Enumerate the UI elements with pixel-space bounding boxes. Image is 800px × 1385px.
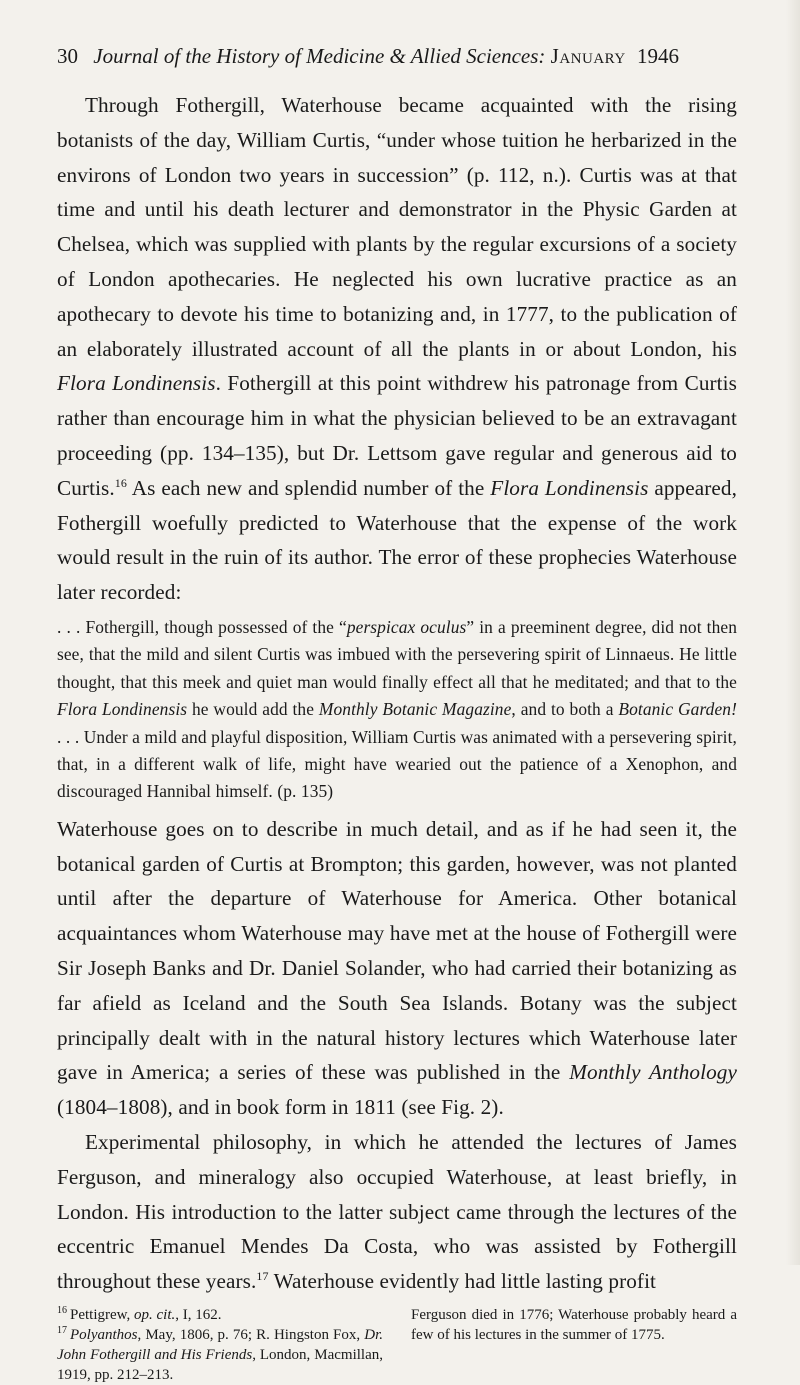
journal-page: [57, 42, 737, 1385]
paragraph-experimental-philosophy: [57, 1125, 737, 1299]
italic-phrase: perspicax oculus: [346, 616, 467, 637]
text-run: , May, 1806, p. 76; R. Hingston Fox,: [137, 1326, 365, 1343]
text-run: . . . Fothergill, though possessed of the “: [57, 616, 347, 637]
text-run: Through Fothergill, Waterhouse became acquainted with the rising botanists of the day, William Curtis, “under whose tuition he herbarized in the environs of London two years in succession” (p. 112, n.). Curtis was at that time and until his death lecturer and demonstrator in the Physic Garden at Chelsea, which was supplied with plants by the regular excursions of a society of London apothecaries. He neglected his own lucrative practice as an apothecary to devote his time to botanizing and, in 1777, to the publication of an elaborately illustrated account of all the plants in or about London, his: [57, 93, 737, 361]
paragraph-brompton: [57, 812, 737, 1125]
text-run: . . . Under a mild and playful disposition, William Curtis was animated with a persevering spirit, that, in a different walk of life, might have wearied out the patience of a Xenophon, and discouraged Hannibal himself. (p. 135): [57, 726, 737, 802]
italic-title: Botanic Garden!: [618, 699, 737, 720]
block-quote: [57, 614, 737, 806]
italic-title: Polyanthos: [70, 1326, 138, 1343]
italic-title: Flora Londinensis: [57, 699, 188, 720]
italic-title: Dr. John Fothergill and His Friends: [57, 1326, 383, 1363]
text-run: he would add the: [187, 699, 319, 720]
text-run: , and to both a: [511, 699, 619, 720]
issue-month: January: [550, 44, 626, 68]
running-header: [57, 42, 737, 70]
footnotes: [57, 1305, 737, 1385]
text-run: (1804–1808), and in book form in 1811 (see Fig. 2).: [57, 1095, 504, 1120]
text-run: As each new and splendid number of the: [127, 475, 491, 500]
paragraph-curtis: [57, 88, 737, 610]
journal-title: Journal of the History of Medicine & Allied Sciences:: [93, 44, 546, 68]
text-run: Pettigrew,: [70, 1306, 135, 1323]
text-run: , London, Macmillan, 1919, pp. 212–213.: [57, 1346, 383, 1383]
italic-title: Flora Londinensis: [57, 371, 216, 396]
footnote-number: 17: [57, 1324, 67, 1336]
footnotes-right-column: [411, 1305, 737, 1385]
page-edge-shadow: [786, 0, 800, 1265]
italic-title: Monthly Anthology: [569, 1060, 738, 1085]
text-run: Waterhouse evidently had little lasting profit: [268, 1269, 657, 1294]
italic-title: Flora Londinensis: [490, 475, 649, 500]
footnotes-left-column: [57, 1305, 383, 1385]
italic-title: Monthly Botanic Magazine: [318, 699, 512, 720]
page-number: 30: [57, 44, 78, 68]
text-run: Experimental philosophy, in which he attended the lectures of James Ferguson, and mineralogy also occupied Waterhouse, at least briefly, in London. His introduction to the latter subject came through the lectures of the eccentric Emanuel Mendes Da Costa, who was assisted by Fothergill throughout these years.: [57, 1129, 737, 1294]
issue-year: 1946: [636, 44, 679, 68]
footnote-17: [57, 1325, 383, 1385]
text-run: , I, 162.: [175, 1306, 222, 1323]
italic-phrase: op. cit.: [134, 1306, 176, 1323]
footnote-ref: 17: [256, 1269, 269, 1284]
text-run: Waterhouse goes on to describe in much detail, and as if he had seen it, the botanical garden of Curtis at Brompton; this garden, however, was not planted until after the departure of Waterhouse for America. Other botanical acquaintances whom Waterhouse may have met at the house of Fothergill were Sir Joseph Banks and Dr. Daniel Solander, who had carried their botanizing as far afield as Iceland and the South Sea Islands. Botany was the subject principally dealt with in the natural history lectures which Waterhouse later gave in America; a series of these was published in the: [57, 816, 737, 1085]
footnote-16: [57, 1305, 383, 1325]
text-run: . Fothergill at this point withdrew his patronage from Curtis rather than encourage him in what the physician believed to be an extravagant proceeding (pp. 134–135), but Dr. Lettsom gave regular and generous aid to Curtis.: [57, 371, 737, 500]
footnote-number: 16: [57, 1304, 67, 1316]
text-run: appeared, Fothergill woefully predicted to Waterhouse that the expense of the work would result in the ruin of its author. The error of these prophecies Waterhouse later recorded:: [57, 475, 738, 605]
footnote-ref: 16: [114, 475, 127, 490]
footnote-17-continued: Ferguson died in 1776; Waterhouse probably heard a few of his lectures in the summer of 1775.: [411, 1306, 737, 1343]
text-run: ” in a preeminent degree, did not then see, that the mild and silent Curtis was imbued with the persevering spirit of Linnaeus. He little thought, that this meek and quiet man would finally effect all that he meditated; and that to the: [57, 616, 738, 692]
